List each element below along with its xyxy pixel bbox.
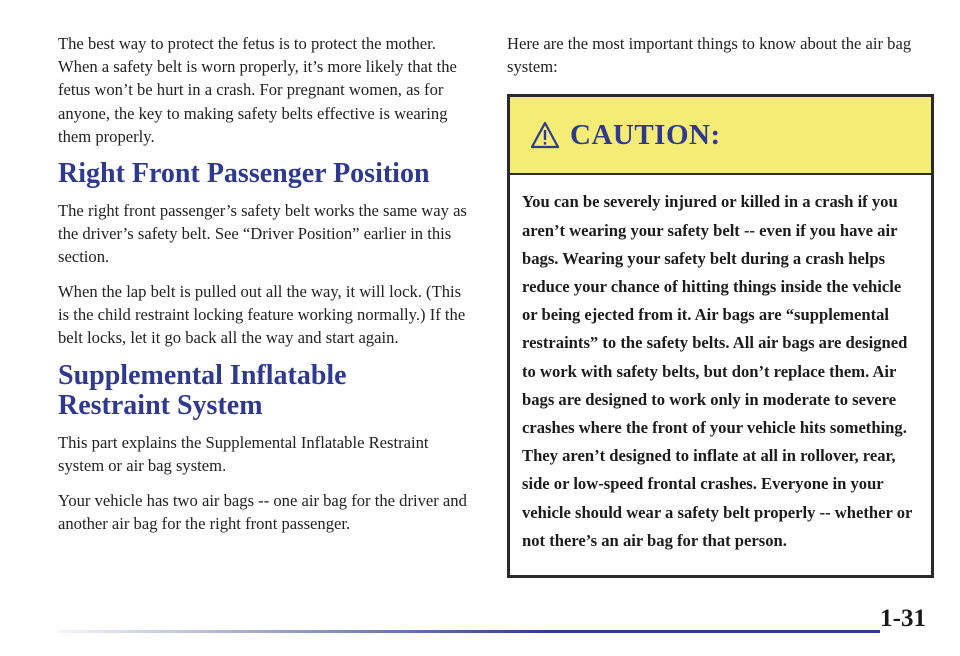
caution-text: You can be severely injured or killed in a crash if you aren’t wearing your safety belt -- even if you have air bags. Wearing your safety belt during a crash helps reduce your chance of hitting things inside the vehicle or being ejected from it. Air bags are “supplemental restraints” to the safety belts. All air bags are designed to work with safety belts, but don’t replace them. Air bags are designed to work only in moderate to severe crashes where the front of your vehicle hits something. They aren’t designed to inflate at all in rollover, rear, side or low-speed frontal crashes. Everyone in your vehicle should wear a safety belt properly -- whether or not there’s an air bag for that person.	[522, 192, 913, 550]
caution-title: CAUTION:	[570, 118, 721, 151]
left-column	[58, 32, 474, 546]
caution-header	[510, 97, 931, 175]
right-column	[507, 32, 931, 578]
warning-triangle-icon	[530, 121, 560, 149]
heading-supplemental-restraint	[58, 361, 474, 421]
heading-sir-line-2: Restraint System	[58, 390, 263, 422]
page-number: 1-31	[880, 605, 926, 632]
right-front-paragraph-1: The right front passenger’s safety belt works the same way as the driver’s safety belt. See “Driver Position” earlier in this section.	[58, 201, 467, 267]
heading-sir-line-1: Supplemental Inflatable	[58, 360, 347, 392]
footer-rule	[58, 630, 880, 633]
right-front-paragraph-2: When the lap belt is pulled out all the way, it will lock. (This is the child restraint locking feature working normally.) If the belt locks, let it go back all the way and start again.	[58, 281, 466, 348]
heading-right-front-passenger: Right Front Passenger Position	[58, 158, 430, 190]
watermark	[2, 0, 36, 654]
caution-box	[507, 94, 934, 578]
sir-paragraph-1: This part explains the Supplemental Inflatable Restraint system or air bag system.	[58, 433, 429, 476]
sir-paragraph-2: Your vehicle has two air bags -- one air bag for the driver and another air bag for the right front passenger.	[58, 490, 467, 533]
intro-paragraph: The best way to protect the fetus is to protect the mother. When a safety belt is worn properly, it’s more likely that the fetus won’t be hurt in a crash. For pregnant women, as for anyone, the key to making safety belts effective is wearing them properly.	[58, 34, 457, 146]
airbag-intro-paragraph: Here are the most important things to know about the air bag system:	[507, 34, 912, 77]
